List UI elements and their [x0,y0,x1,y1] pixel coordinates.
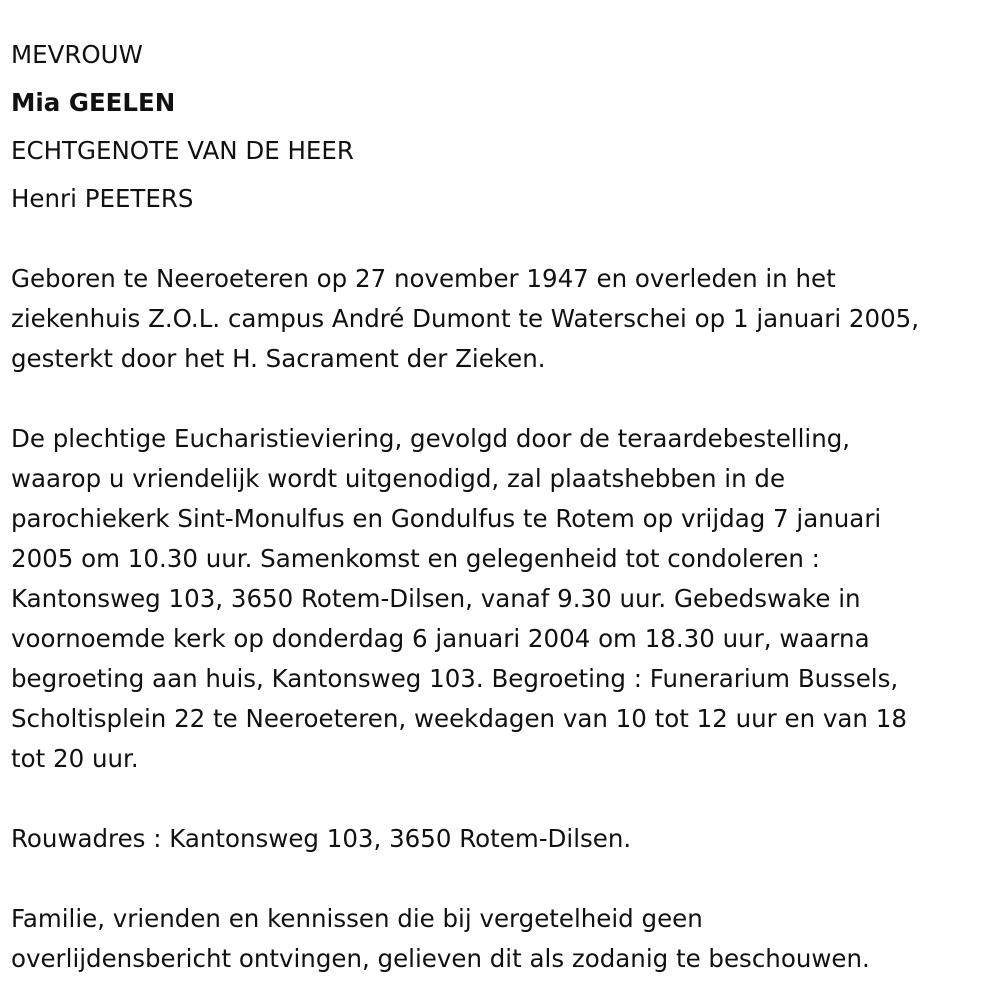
paragraph-line: Kantonsweg 103, 3650 Rotem-Dilsen, vanaf 9.30 uur. Gebedswake in [11,584,861,613]
paragraph-line: De plechtige Eucharistieviering, gevolgd door de teraardebestelling, [11,424,851,453]
paragraph-line: begroeting aan huis, Kantonsweg 103. Begroeting : Funerarium Bussels, [11,664,899,693]
paragraph-line: voornoemde kerk op donderdag 6 januari 2004 om 18.30 uur, waarna [11,624,870,653]
deceased-name: Mia GEELEN [11,88,176,117]
title-prefix: MEVROUW [11,40,143,69]
paragraph-line: parochiekerk Sint-Monulfus en Gondulfus te Rotem op vrijdag 7 januari [11,504,882,533]
relation-label: ECHTGENOTE VAN DE HEER [11,136,354,165]
paragraph-line: Familie, vrienden en kennissen die bij vergetelheid geen [11,904,703,933]
paragraph-line: Geboren te Neeroeteren op 27 november 1947 en overleden in het [11,264,836,293]
paragraph-line: gesterkt door het H. Sacrament der Zieken. [11,344,546,373]
paragraph-line: overlijdensbericht ontvingen, gelieven dit als zodanig te beschouwen. [11,944,870,973]
paragraph-line: 2005 om 10.30 uur. Samenkomst en gelegenheid tot condoleren : [11,544,820,573]
spouse-name: Henri PEETERS [11,184,194,213]
mourning-address: Rouwadres : Kantonsweg 103, 3650 Rotem-Dilsen. [11,824,632,853]
paragraph-line: waarop u vriendelijk wordt uitgenodigd, zal plaatshebben in de [11,464,786,493]
paragraph-line: Scholtisplein 22 te Neeroeteren, weekdagen van 10 tot 12 uur en van 18 [11,704,907,733]
paragraph-line: tot 20 uur. [11,744,139,773]
paragraph-line: ziekenhuis Z.O.L. campus André Dumont te Waterschei op 1 januari 2005, [11,304,920,333]
